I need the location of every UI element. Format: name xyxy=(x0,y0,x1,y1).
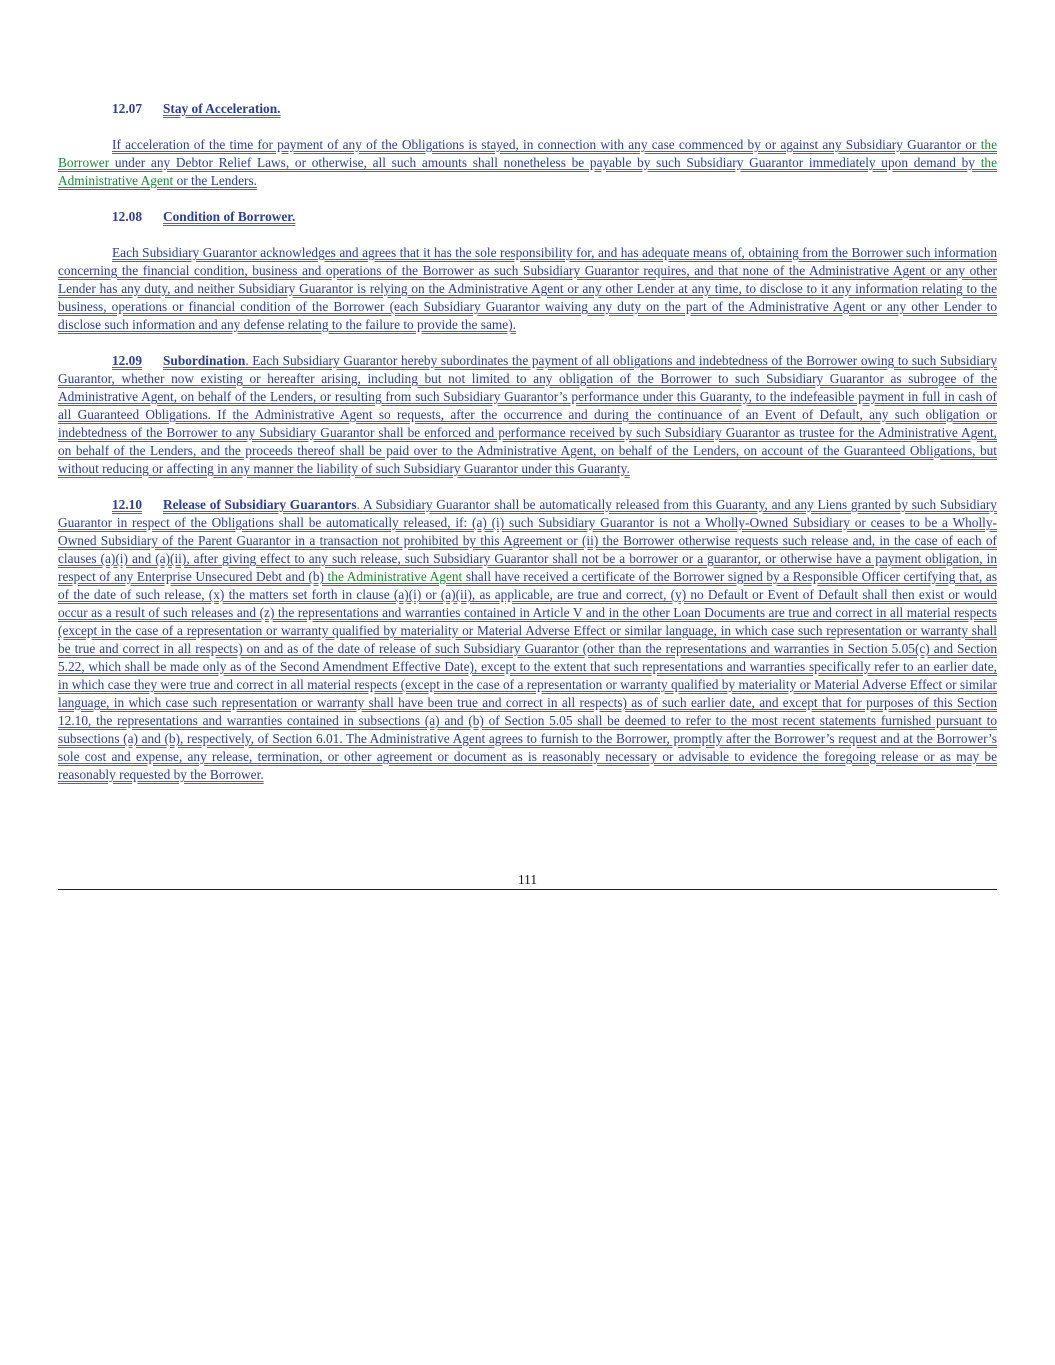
paragraph-text: . Each Subsidiary Guarantor hereby subordinates the payment of all obligations and indebtedness of the Borrower owing to such Subsidiary Guarantor, whether now existing or hereafter arising, including but not limited to any obligation of the Borrower to such Subsidiary Guarantor as subrogee of the Administrative Agent, on behalf of the Lenders, or resulting from such Subsidiary Guarantor’s performance under this Guaranty, to the indefeasible payment in full in cash of all Guaranteed Obligations. If the Administrative Agent so requests, after the occurrence and during the continuance of an Event of Default, any such obligation or indebtedness of the Borrower to any Subsidiary Guarantor shall be enforced and performance received by such Subsidiary Guarantor as trustee for the Administrative Agent, on behalf of the Lenders, and the proceeds thereof shall be paid over to the Administrative Agent, on behalf of the Lenders, on account of the Guaranteed Obligations, but without reducing or affecting in any manner the liability of such Subsidiary Guarantor under this Guaranty. xyxy=(58,353,997,476)
moved-text-administrative-agent: the Administrative Agent xyxy=(323,569,463,584)
moved-text-borrower: the Borrower xyxy=(58,137,997,170)
section-heading-12-08 xyxy=(58,208,997,226)
section-heading-12-07 xyxy=(58,100,997,118)
section-paragraph-12-10 xyxy=(58,496,997,784)
section-number: 12.09 xyxy=(112,353,143,368)
section-number: 12.10 xyxy=(112,497,143,512)
section-paragraph-12-07 xyxy=(58,136,997,190)
paragraph-text: Each Subsidiary Guarantor acknowledges and agrees that it has the sole responsibility for, and has adequate means of, obtaining from the Borrower such information concerning the financial condition, business and operations of the Borrower as such Subsidiary Guarantor requires, and that none of the Administrative Agent or any other Lender has any duty, and neither Subsidiary Guarantor is relying on the Administrative Agent or any other Lender at any time, to disclose to it any information relating to the business, operations or financial condition of the Borrower (each Subsidiary Guarantor waiving any duty on the part of the Administrative Agent or any other Lender to disclose such information and any defense relating to the failure to provide the same). xyxy=(58,245,997,332)
section-title: Subordination xyxy=(163,353,246,368)
paragraph-text: If acceleration of the time for payment of any of the Obligations is stayed, in connection with any case commenced by or against any Subsidiary Guarantor or xyxy=(112,137,981,152)
paragraph-text: shall have received a certificate of the Borrower signed by a Responsible Officer certifying that, as of the date of such release, (x) the matters set forth in clause (a)(i) or (a)(ii), as applicable, are true and correct, (y) no Default or Event of Default shall then exist or would occur as a result of such releases and (z) the representations and warranties contained in Article V and in the other Loan Documents are true and correct in all material respects (except in the case of a representation or warranty qualified by materiality or Material Adverse Effect or similar language, in which case such representation or warranty shall be true and correct in all respects) on and as of the date of release of such Subsidiary Guarantor (other than the representations and warranties in Section 5.05(c) and Section 5.22, which shall be made only as of the Second Amendment Effective Date), except to the extent that such representations and warranties specifically refer to an earlier date, in which case they were true and correct in all material respects (except in the case of a representation or warranty qualified by materiality or Material Adverse Effect or similar language, in which case such representation or warranty shall have been true and correct in all respects) as of such earlier date, and except that for purposes of this Section 12.10, the representations and warranties contained in subsections (a) and (b) of Section 5.05 shall be deemed to refer to the most recent statements furnished pursuant to subsections (a) and (b), respectively, of Section 6.01. The Administrative Agent agrees to furnish to the Borrower, promptly after the Borrower’s request and at the Borrower’s sole cost and expense, any release, termination, or other agreement or document as is reasonably necessary or advisable to evidence the foregoing release or as may be reasonably requested by the Borrower. xyxy=(58,569,998,782)
page-footer xyxy=(58,872,997,890)
section-title: Condition of Borrower. xyxy=(163,209,296,224)
paragraph-text: . A Subsidiary Guarantor shall be automatically released from this Guaranty, and any Liens granted by such Subsidiary Guarantor in respect of the Obligations shall be automatically released, if: (a) (i) such Subsidiary Guarantor is not a Wholly-Owned Subsidiary or ceases to be a Wholly-Owned Subsidiary of the Parent Guarantor in a transaction not prohibited by this Agreement or (ii) the Borrower otherwise requests such release and, in the case of each of clauses (a)(i) and (a)(ii), after giving effect to any such release, such Subsidiary Guarantor shall not be a borrower or a guarantor, or otherwise have a payment obligation, in respect of any Enterprise Unsecured Debt and (b) xyxy=(58,497,997,584)
page-number: 111 xyxy=(517,872,538,887)
section-title: Release of Subsidiary Guarantors xyxy=(163,497,357,512)
section-number: 12.07 xyxy=(112,101,143,116)
paragraph-text: under any Debtor Relief Laws, or otherwise, all such amounts shall nonetheless be payable by such Subsidiary Guarantor immediately upon demand by xyxy=(109,155,981,170)
paragraph-text: or the Lenders. xyxy=(173,173,258,188)
section-paragraph-12-09 xyxy=(58,352,997,478)
section-paragraph-12-08 xyxy=(58,244,997,334)
moved-text-administrative-agent: the Administrative Agent xyxy=(58,155,997,188)
section-title: Stay of Acceleration. xyxy=(163,101,281,116)
document-page xyxy=(58,100,997,802)
section-number: 12.08 xyxy=(112,209,143,224)
footer-divider xyxy=(58,889,997,890)
